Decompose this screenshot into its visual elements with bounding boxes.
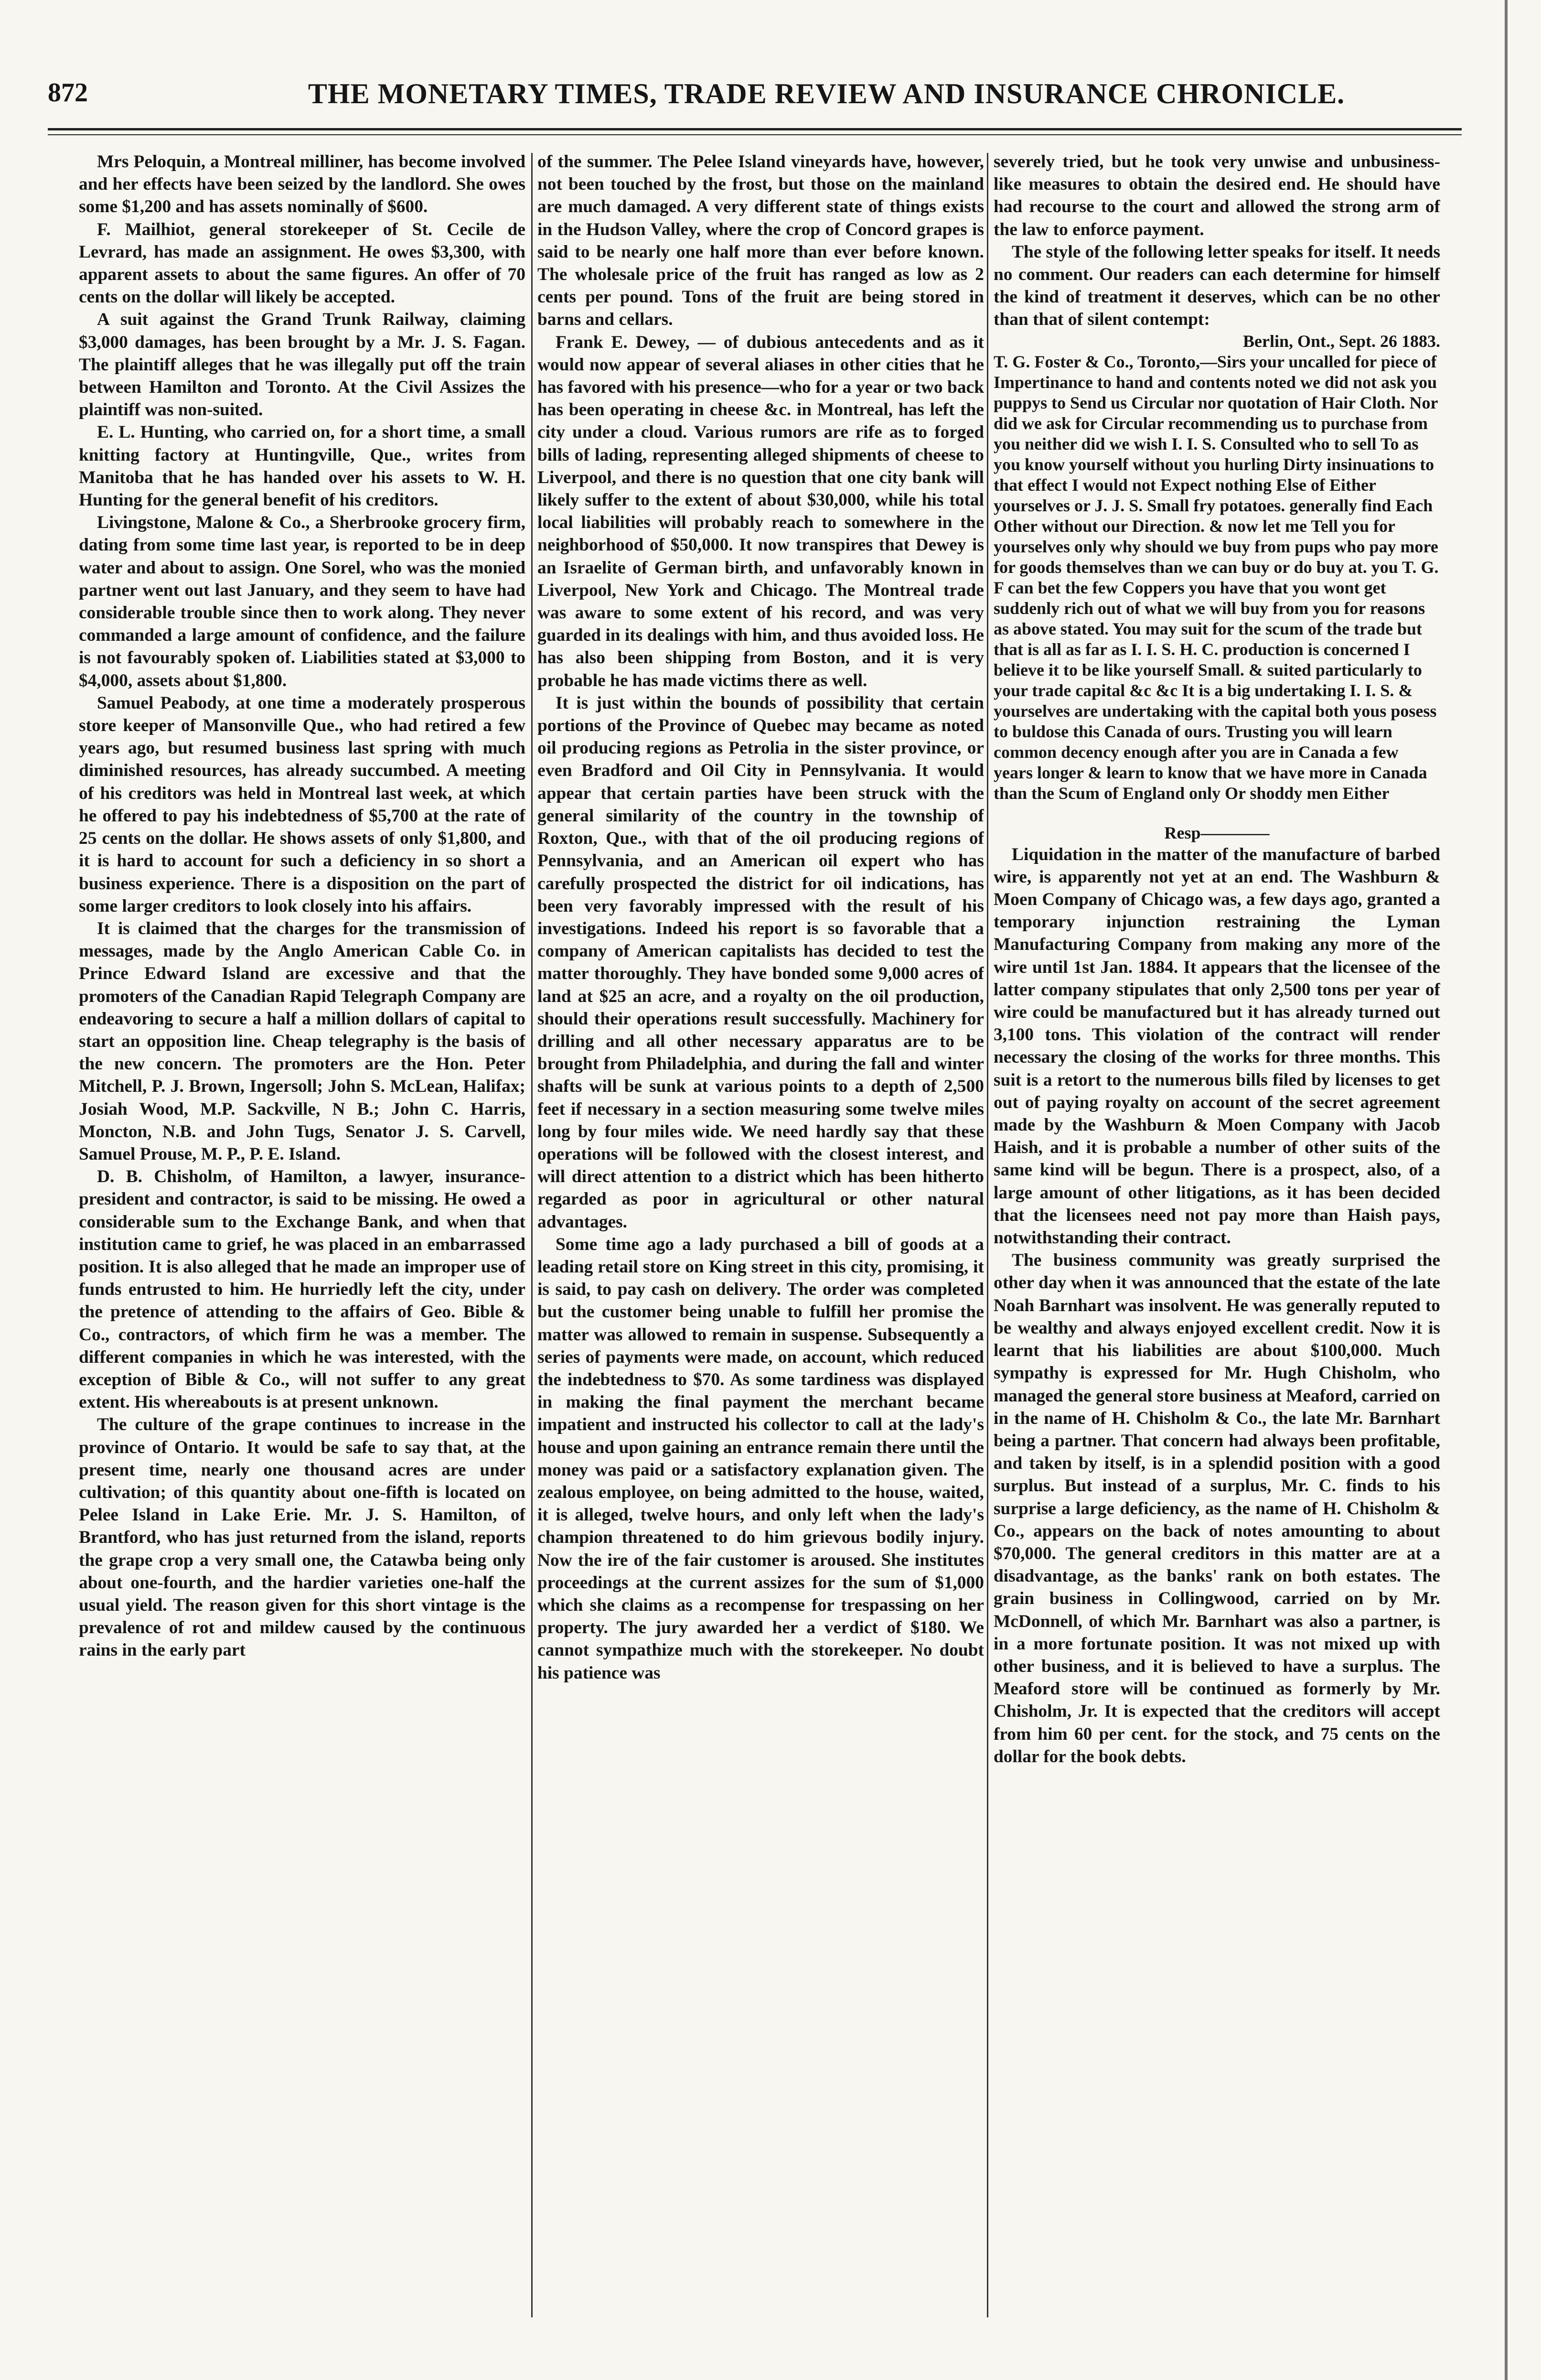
article-paragraph: Some time ago a lady purchased a bill of goods at a leading retail store on King street in this city, promising, it is said, to pay cash on delivery. The order was completed but the customer being unable to fulfill her promise the matter was allowed to remain in suspense. Subsequently a series of payments were made, on account, which reduced the indebtedness to $70. As some tardiness was displayed in making the final payment the merchant became impatient and instructed his collector to call at the lady's house and upon gaining an entrance remain there until the money was paid or a satisfactory explanation given. The zealous employee, on being admitted to the house, waited, it is alleged, twelve hours, and only left when the lady's champion threatened to do him grievous bodily injury. Now the ire of the fair customer is aroused. She institutes proceedings at the current assizes for the sum of $1,000 which she claims as a recompense for trespassing on her property. The jury awarded her a verdict of $180. We cannot sympathize much with the storekeeper. No doubt his patience was bbox=[537, 1234, 984, 1683]
article-paragraph: It is just within the bounds of possibility that certain portions of the Province of Quebec may became as noted oil producing regions as Petrolia in the sister province, or even Bradford and Oil City in Pennsylvania. It would appear that certain parties have been struck with the general similarity of the country in the township of Roxton, Que., with that of the oil producing regions of Pennsylvania, and an American oil expert who has carefully prospected the district for oil indications, has been very favorably impressed with the result of his investigations. Indeed his report is so favorable that a company of American capitalists has decided to test the matter thoroughly. They have bonded some 9,000 acres of land at $25 an acre, and a royalty on the oil production, should their operations result successfully. Machinery for drilling and all other necessary apparatus are to be brought from Philadelphia, and during the fall and winter shafts will be sunk at various points to a depth of 2,500 feet if necessary in a section measuring some twelve miles long by four miles wide. We need hardly say that these operations will be followed with the closest interest, and will direct attention to a district which has been hitherto regarded as poor in agricultural or other natural advantages. bbox=[537, 693, 984, 1232]
letter-dateline: Berlin, Ont., Sept. 26 1883. bbox=[1242, 331, 1440, 351]
column-divider bbox=[531, 153, 533, 2317]
article-paragraph: It is claimed that the charges for the transmission of messages, made by the Anglo American Cable Co. in Prince Edward Island are excessive and that the promoters of the Canadian Rapid Telegraph Company are endeavoring to secure a half a million dollars of capital to start an opposition line. Cheap telegraphy is the basis of the new concern. The promoters are the Hon. Peter Mitchell, P. J. Brown, Ingersoll; John S. McLean, Halifax; Josiah Wood, M.P. Sackville, N B.; John C. Harris, Moncton, N.B. and John Tugs, Senator J. S. Carvell, Samuel Prouse, M. P., P. E. Island. bbox=[79, 918, 525, 1164]
article-paragraph: The style of the following letter speaks for itself. It needs no comment. Our readers can each determine for himself the kind of treatment it deserves, which can be no other than that of silent contempt: bbox=[994, 242, 1440, 330]
article-paragraph: Mrs Peloquin, a Montreal milliner, has become involved and her effects have been seized by the landlord. She owes some $1,200 and has assets nominally of $600. bbox=[79, 152, 525, 217]
page-header bbox=[48, 72, 1462, 124]
article-paragraph: D. B. Chisholm, of Hamilton, a lawyer, insurance-president and contractor, is said to be missing. He owed a considerable sum to the Exchange Bank, and when that institution came to grief, he was placed in an embarrassed position. It is also alleged that he made an improper use of funds entrusted to him. He hurriedly left the city, under the pretence of attending to the affairs of Geo. Bible & Co., contractors, of which firm he was a member. The different companies in which he was interested, with the exception of Bible & Co., will not suffer to any great extent. His whereabouts is at present unknown. bbox=[79, 1167, 525, 1412]
header-rule bbox=[48, 128, 1462, 130]
article-paragraph: The business community was greatly surprised the other day when it was announced that the estate of the late Noah Barnhart was insolvent. He was generally reputed to be wealthy and always enjoyed excellent credit. Now it is learnt that his liabilities are about $100,000. Much sympathy is expressed for Mr. Hugh Chisholm, who managed the general store business at Meaford, carried on in the name of H. Chisholm & Co., the late Mr. Barnhart being a partner. That concern had always been profitable, and taken by itself, is in a splendid position with a good surplus. But instead of a surplus, Mr. C. finds to his surprise a large deficiency, as the name of H. Chisholm & Co., appears on the back of notes amounting to about $70,000. The general creditors in this matter are at a disadvantage, as the banks' rank on both estates. The grain business in Collingwood, carried on by Mr. McDonnell, of which Mr. Barnhart was also a partner, is in a more fortunate position. It was not mixed up with other business, and it is believed to have a surplus. The Meaford store will be continued as formerly by Mr. Chisholm, Jr. It is expected that the creditors will accept from him 60 per cent. for the stock, and 75 cents on the dollar for the book debts. bbox=[994, 1250, 1440, 1766]
column-divider bbox=[987, 153, 988, 2317]
running-title: THE MONETARY TIMES, TRADE REVIEW AND INSURANCE CHRONICLE. bbox=[308, 78, 1345, 109]
article-paragraph: Liquidation in the matter of the manufacture of barbed wire, is apparently not yet at an end. The Washburn & Moen Company of Chicago was, a few days ago, granted a temporary injunction restraining the Lyman Manufacturing Company from making any more of the wire until 1st Jan. 1884. It appears that the licensee of the latter company stipulates that only 2,500 tons per year of wire could be manufactured but it has already turned out 3,100 tons. This violation of the contract will render necessary the closing of the works for three months. This suit is a retort to the numerous bills filed by licenses to get out of paying royalty on account of the secret agreement made by the Washburn & Moen Company with Jacob Haish, and it is probable a number of other suits of the same kind will be begun. There is a prospect, also, of a large amount of other litigations, as it has been decided that the licensees need not pay more than Haish pays, notwithstanding their contract. bbox=[994, 844, 1440, 1248]
article-paragraph: The culture of the grape continues to increase in the province of Ontario. It would be safe to say that, at the present time, nearly one thousand acres are under cultivation; of this quantity about one-fifth is located on Pelee Island in Lake Erie. Mr. J. S. Hamilton, of Brantford, who has just returned from the island, reports the grape crop a very small one, the Catawba being only about one-fourth, and the hardier varieties one-half the usual yield. The reason given for this short vintage is the prevalence of rot and mildew caused by the continuous rains in the early part bbox=[79, 1415, 525, 1660]
article-paragraph: of the summer. The Pelee Island vineyards have, however, not been touched by the frost, but those on the mainland are much damaged. A very different state of things exists in the Hudson Valley, where the crop of Concord grapes is said to be nearly one half more than ever before known. The wholesale price of the fruit has ranged as low as 2 cents per pound. Tons of the fruit are being stored in barns and cellars. bbox=[537, 152, 984, 330]
column-1 bbox=[79, 151, 525, 2339]
article-paragraph: Samuel Peabody, at one time a moderately prosperous store keeper of Mansonville Que., who had retired a few years ago, but resumed business last spring with much diminished resources, has already succumbed. A meeting of his creditors was held in Montreal last week, at which he offered to pay his indebtedness of $5,700 at the rate of 25 cents on the dollar. He shows assets of only $1,800, and it is hard to account for such a deficiency in so short a business experience. There is a disposition on the part of some larger creditors to look closely into his affairs. bbox=[79, 693, 525, 916]
column-3 bbox=[994, 151, 1440, 2339]
column-2 bbox=[537, 151, 984, 2339]
page-number: 872 bbox=[48, 78, 88, 108]
article-paragraph: Livingstone, Malone & Co., a Sherbrooke grocery firm, dating from some time last year, is reported to be in deep water and about to assign. One Sorel, who was the monied partner went out last January, and they seem to have had considerable trouble since then to work along. They never commanded a large amount of confidence, and the failure is not favourably spoken of. Liabilities stated at $3,000 to $4,000, assets about $1,800. bbox=[79, 513, 525, 690]
letter-body: T. G. Foster & Co., Toronto,—Sirs your uncalled for piece of Impertinance to hand and contents noted we did not ask you puppys to Send us Circular nor quotation of Hair Cloth. Nor did we ask for Circular recommending us to purchase from you neither did we wish I. I. S. Consulted who to sell To as you know yourself without you hurling Dirty insinuations to that effect I would not Expect nothing Else of Either yourselves or J. J. S. Small fry potatoes. generally find Each Other without our Direction. & now let me Tell you for yourselves only why should we buy from pups who pay more for goods themselves than we can buy or do buy at. you T. G. F can bet the few Coppers you have that you wont get suddenly rich out of what we will buy from you for reasons as above stated. You may suit for the scum of the trade but that is all as far as I. I. S. H. C. production is concerned I believe it to be like yourself Small. & suited particularly to your trade capital &c &c It is a big undertaking I. I. S. & yourselves are undertaking with the capital both yous posess to buldose this Canada of ours. Trusting you will learn common decency enough after you are in Canada a few years longer & learn to know that we have more in Canada than the Scum of England only Or shoddy men Either bbox=[994, 352, 1439, 803]
header-rule-thin bbox=[48, 134, 1462, 135]
article-paragraph: E. L. Hunting, who carried on, for a short time, a small knitting factory at Huntingville, Que., writes from Manitoba that he has handed over his assets to W. H. Hunting for the general benefit of his creditors. bbox=[79, 422, 525, 510]
page-edge bbox=[1505, 0, 1508, 2380]
article-paragraph: severely tried, but he took very unwise and unbusiness-like measures to obtain the desired end. He should have had recourse to the court and allowed the strong arm of the law to enforce payment. bbox=[994, 152, 1440, 239]
quoted-letter bbox=[994, 331, 1440, 843]
article-paragraph: Frank E. Dewey, — of dubious antecedents and as it would now appear of several aliases in other cities that he has favored with his presence—who for a year or two back has been operating in cheese &c. in Montreal, has left the city under a cloud. Various rumors are rife as to forged bills of lading, representing alleged shipments of cheese to Liverpool, and there is no question that one city bank will likely suffer to the extent of about $30,000, while his total local liabilities will probably reach to somewhere in the neighborhood of $50,000. It now transpires that Dewey is an Israelite of German birth, and unfavorably known in Liverpool, New York and Chicago. The Montreal trade was aware to some extent of his record, and was very guarded in its dealings with him, and thus avoided loss. He has also been shipping from Boston, and it is very probable he has made victims there as well. bbox=[537, 332, 984, 690]
article-paragraph: A suit against the Grand Trunk Railway, claiming $3,000 damages, has been brought by a Mr. J. S. Fagan. The plaintiff alleges that he was illegally put off the train between Hamilton and Toronto. At the Civil Assizes the plaintiff was non-suited. bbox=[79, 310, 525, 420]
article-paragraph: F. Mailhiot, general storekeeper of St. Cecile de Levrard, has made an assignment. He owes $3,300, with apparent assets to about the same figures. An offer of 70 cents on the dollar will likely be accepted. bbox=[79, 219, 525, 307]
letter-signoff: Resp———— bbox=[1164, 823, 1270, 842]
